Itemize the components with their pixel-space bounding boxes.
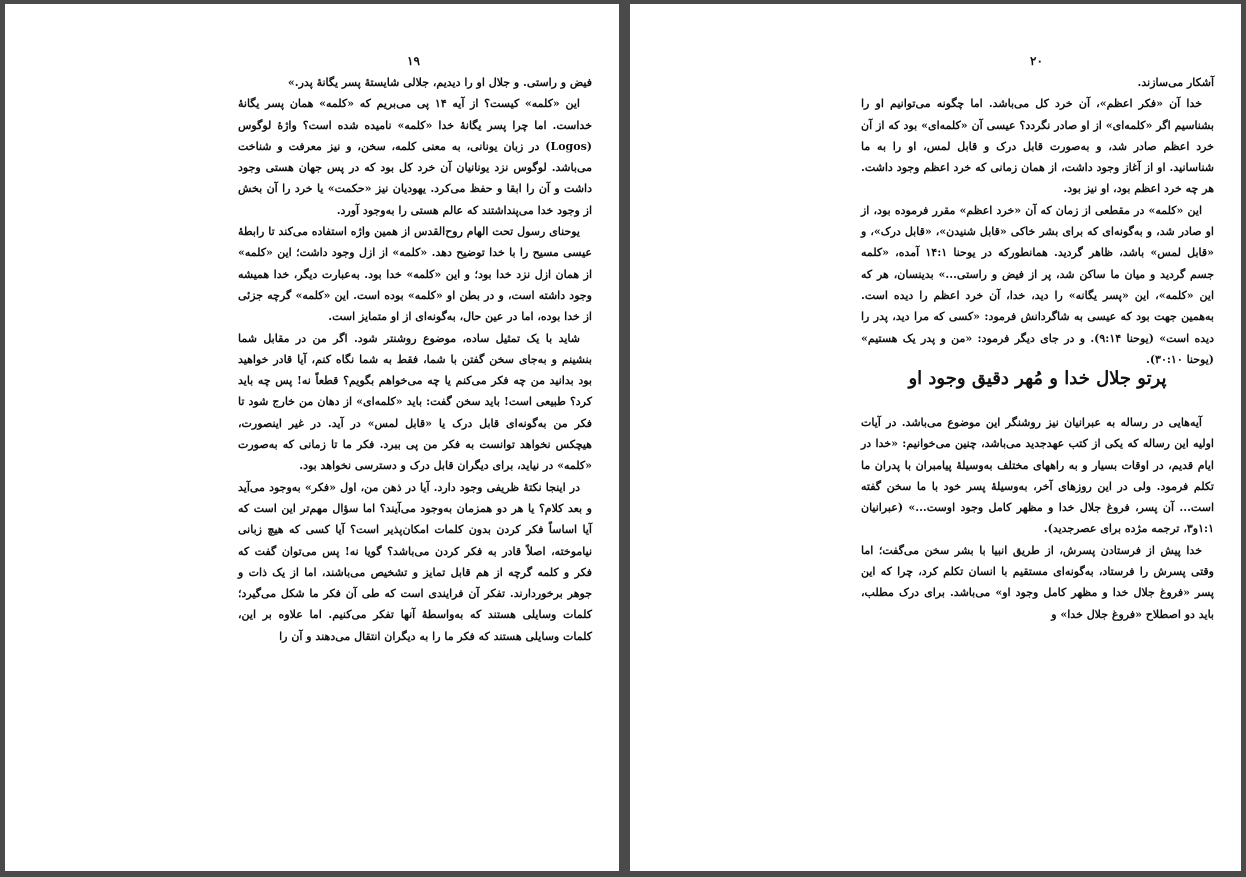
paragraph: یوحنای رسول تحت الهام روح‌القدس از همین واژه استفاده می‌کند تا رابطهٔ عیسی مسیح را با خدا توضیح دهد. «کلمه» از ازل وجود داشت؛ این «کلمه» از همان ازل نزد خدا بود؛ و این «کلمه» خدا بود. به‌عبارت دیگر، خدا همیشه وجود داشته است، و در بطن او «کلمه» بوده است. این «کلمه» گرچه جزئی از خدا بوده، اما در عین حال، به‌گونه‌ای از او متمایز است.: [238, 225, 592, 324]
right-page: [630, 4, 1241, 871]
section-heading: پرتو جلال خدا و مُهر دقیق وجود او: [908, 368, 1167, 389]
paragraph: آیه‌هایی در رساله به عبرانیان نیز روشنگر این موضوع می‌باشد. در آیات اولیه این رساله که یکی از کتب عهدجدید می‌باشد، چنین می‌خوانیم: «خدا در ایام قدیم، در اوقات بسیار و به راههای مختلف به‌وسیلهٔ پیامبران با پدران ما تکلم فرمود. ولی در این روزهای آخر، به‌وسیلهٔ پسر خود با ما سخن گفته است... آن پسر، فروغ جلال خدا و مظهر کامل وجود اوست...» (عبرانیان ۱:۱و۳، ترجمه مژده برای عصرجدید).: [861, 416, 1214, 536]
paragraph: آشکار می‌سازند.: [1137, 76, 1214, 89]
paragraph: شاید با یک تمثیل ساده، موضوع روشنتر شود. اگر من در مقابل شما بنشینم و به‌جای سخن گفتن با شما، فقط به شما نگاه کنم، آیا قادر خواهید بود بدانید من چه فکر می‌کنم یا چه می‌خواهم بگویم؟ قطعاً نه! پس چه باید کرد؟ طبیعی است! باید سخن گفت: باید «کلمه‌ای» از دهان من خارج شود تا فکر من به‌گونه‌ای قابل درک یا «قابل لمس» در آید. در غیر اینصورت، هیچکس نخواهد توانست به فکر من پی ببرد. فکر ما تا زمانی که به‌صورت «کلمه» در نیاید، برای دیگران قابل درک و دسترسی نخواهد بود.: [238, 331, 592, 473]
paragraph: این «کلمه» در مقطعی از زمان که آن «خرد اعظم» مقرر فرموده بود، از او صادر شد، و به‌گونه‌ای که برای بشر خاکی «قابل شنیدن»، «قابل درک»، و «قابل لمس» باشد، ظاهر گردید. همانطورکه در یوحنا ۱۴:۱ آمده، «کلمه جسم گردید و میان ما ساکن شد، پر از فیض و راستی...» بدینسان، هر که این «کلمه»، این «پسر یگانه» را دید، خدا، آن خرد اعظم را دیده است. به‌همین جهت بود که عیسی به شاگردانش فرمود: «کسی که مرا دید، پدر را دیده است» (یوحنا ۹:۱۴). و در جای دیگر فرمود: «من و پدر یک هستیم» (یوحنا ۳۰:۱۰).: [861, 203, 1214, 366]
left-page: [5, 4, 619, 871]
paragraph: فیض و راستی. و جلال او را دیدیم، جلالی شایستهٔ پسر یگانهٔ پدر.»: [287, 76, 592, 89]
page-number: ۱۹: [407, 54, 420, 68]
page-number: ۲۰: [1030, 54, 1043, 68]
paragraph: در اینجا نکتهٔ ظریفی وجود دارد. آیا در ذهن من، اول «فکر» به‌وجود می‌آید و بعد کلام؟ یا هر دو همزمان به‌وجود می‌آیند؟ اما سؤال مهم‌تر این است که آیا اساساً فکر کردن بدون کلمات امکان‌پذیر است؟ آیا کسی که هیچ زبانی نیاموخته، اصلاً قادر به فکر کردن می‌باشد؟ گویا نه! پس می‌توان گفت که فکر و کلمه گرچه از هم قابل تمایز و تشخیص می‌باشند، اما از یک ذات و جوهر برخوردارند. تفکر آن فرایندی است که طی آن فکر ما شکل می‌گیرد؛ کلمات وسایلی هستند که به‌واسطهٔ آنها تفکر می‌کنیم. اما علاوه بر این، کلمات وسایلی هستند که فکر ما را به دیگران انتقال می‌دهند و آن را: [238, 480, 592, 643]
paragraph: خدا آن «فکر اعظم»، آن خرد کل می‌باشد. اما چگونه می‌توانیم او را بشناسیم اگر «کلمه‌ای» از او صادر نگردد؟ عیسی آن «کلمه‌ای» بود که از آن خرد اعظم صادر شد، و به‌صورت قابل درک و قابل لمس، او را به ما شناسانید. او از آغاز وجود داشت، از همان زمانی که خرد اعظم وجود داشت. هر چه خرد اعظم بود، او نیز بود.: [861, 97, 1214, 196]
paragraph: خدا پیش از فرستادن پسرش، از طریق انبیا با بشر سخن می‌گفت؛ اما وقتی پسرش را فرستاد، به‌گونه‌ای مستقیم با انسان تکلم کرد، چرا که این پسر «فروغ جلال خدا و مظهر کامل وجود او» می‌باشد. برای درک مطلب، باید دو اصطلاح «فروغ جلال خدا» و: [861, 543, 1214, 621]
paragraph: این «کلمه» کیست؟ از آیه ۱۴ پی می‌بریم که «کلمه» همان پسر یگانهٔ خداست. اما چرا پسر یگانهٔ خدا «کلمه» نامیده شده است؟ واژهٔ لوگوس (Logos) در زبان یونانی، به معنی کلمه، سخن، و نیز معرفت و شناخت می‌باشد. لوگوس نزد یونانیان آن خرد کل بود که در پس جهان هستی وجود داشت و آن را ابقا و حفظ می‌کرد. یهودیان نیز «حکمت» یا خرد را آن بخش از وجود خدا می‌پنداشتند که عالم هستی را به‌وجود آورد.: [238, 97, 592, 217]
body-text: [861, 412, 1214, 625]
body-text: [861, 72, 1214, 370]
body-text: [238, 72, 592, 647]
